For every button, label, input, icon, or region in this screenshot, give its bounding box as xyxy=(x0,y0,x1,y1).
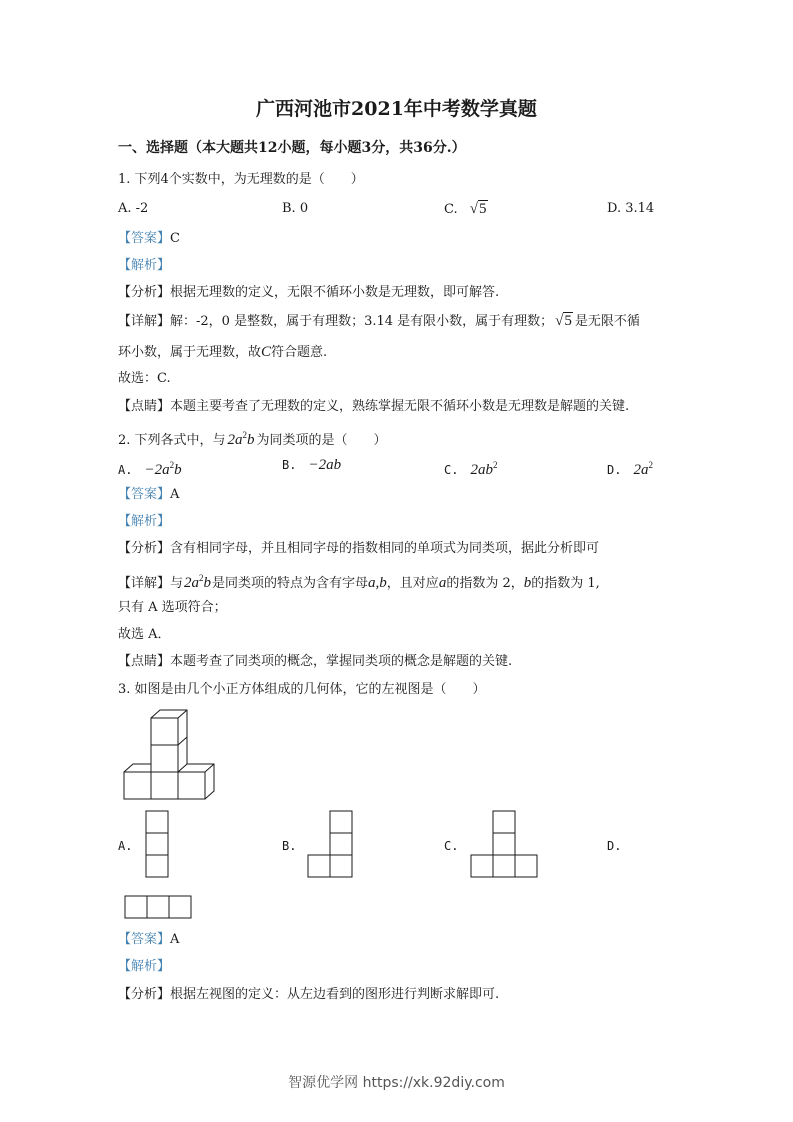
q2-dianjing-text: 本题考查了同类项的概念，掌握同类项的概念是解题的关键. xyxy=(170,654,513,669)
q2-choose: 故选 A． xyxy=(118,627,171,642)
q2-stem-text-b: 为同类项的是（ ） xyxy=(256,433,387,448)
q2-answer-value: A xyxy=(170,487,180,502)
q2-detail-expr: $2a^2b$ xyxy=(184,573,212,591)
q1-sqrt-expr: √5 xyxy=(469,201,487,217)
q3-fenxi-text: 根据左视图的定义：从左边看到的图形进行判断求解即可. xyxy=(170,987,500,1002)
q1-dianjing-text: 本题主要考查了无理数的定义，熟练掌握无限不循环小数是无理数是解题的关键. xyxy=(170,399,630,414)
q3-option-a-label: A. xyxy=(118,839,133,853)
q2-option-d-expr: $2a^2$ xyxy=(633,460,653,478)
q1-detail xyxy=(118,313,640,330)
page-title: 广西河池市2021年中考数学真题 xyxy=(256,98,537,120)
q2-fenxi-text: 含有相同字母，并且相同字母的指数相同的单项式为同类项，据此分析即可 xyxy=(170,541,600,556)
q2-option-a xyxy=(118,457,182,479)
q2-detail-text-d: 的指数为 2， xyxy=(446,576,524,591)
q2-option-c xyxy=(444,457,497,479)
q2-detail-var-a: a xyxy=(438,575,447,591)
q2-option-c-label: C. xyxy=(444,463,459,477)
dianjing-tag: 【点睛】 xyxy=(118,399,171,414)
section-heading: 一、选择题（本大题共12小题，每小题3分，共36分.） xyxy=(118,140,466,156)
q2-option-a-label: A. xyxy=(118,463,133,477)
q1-fenxi xyxy=(118,285,499,301)
answer-tag: 【答案】 xyxy=(118,231,171,246)
q2-detail-text-c: ，且对应 xyxy=(386,576,439,591)
q3-option-b-figure xyxy=(307,810,355,880)
q1-detail-line2 xyxy=(118,344,327,361)
q2-dianjing xyxy=(118,654,512,670)
fenxi-tag: 【分析】 xyxy=(118,285,171,300)
dianjing-tag: 【点睛】 xyxy=(118,654,171,669)
q1-detail-text-c1: 环小数，属于无理数，故 xyxy=(118,345,262,360)
q2-option-b-label: B. xyxy=(282,458,297,472)
q3-option-d-label: D. xyxy=(607,839,622,853)
q1-detail-sqrt: √5 xyxy=(555,313,572,329)
q3-option-b-label: B. xyxy=(282,839,297,853)
q1-option-c xyxy=(444,201,488,218)
q1-detail-var: C xyxy=(261,344,272,360)
q1-detail-text-a: 解：-2，0 是整数，属于有理数；3.14 是有限小数，属于有理数； xyxy=(170,314,554,329)
q2-detail-var-b: b xyxy=(523,575,532,591)
q3-cube-figure xyxy=(120,708,220,798)
q1-dianjing xyxy=(118,399,629,415)
q1-detail-sqrt-value: 5 xyxy=(564,313,572,329)
q1-answer xyxy=(118,231,180,247)
q1-detail-text-b: 是无限不循 xyxy=(574,314,640,329)
q3-stem: 3. 如图是由几个小正方体组成的几何体，它的左视图是（ ） xyxy=(118,682,486,697)
q3-option-a-figure xyxy=(145,810,169,880)
fenxi-tag: 【分析】 xyxy=(118,541,171,556)
q2-option-d-label: D. xyxy=(607,463,622,477)
q1-fenxi-text: 根据无理数的定义，无限不循环小数是无理数，即可解答. xyxy=(170,285,500,300)
q2-option-b-expr: −2ab xyxy=(308,457,342,473)
q1-answer-value: C xyxy=(170,231,180,246)
q3-fenxi xyxy=(118,987,499,1003)
q1-stem: 1. 下列4个实数中，为无理数的是（ ） xyxy=(118,172,364,187)
q1-detail-text-c2: 符合题意. xyxy=(271,345,328,360)
q3-answer-value: A xyxy=(170,932,180,947)
q2-analysis-tag: 【解析】 xyxy=(118,514,171,529)
q3-option-c-label: C. xyxy=(444,839,459,853)
answer-tag: 【答案】 xyxy=(118,487,171,502)
q2-detail-line2: 只有 A 选项符合； xyxy=(118,600,227,615)
q2-stem-text-a: 2. 下列各式中，与 xyxy=(118,433,226,448)
q2-detail-vars: a,b xyxy=(368,575,387,591)
q3-option-c-figure xyxy=(470,810,540,880)
q2-option-d xyxy=(607,457,653,479)
q2-option-a-expr: $-2a^2b$ xyxy=(144,460,182,478)
q1-option-d: D. 3.14 xyxy=(607,201,655,216)
q1-option-c-label: C. xyxy=(444,202,458,217)
q2-fenxi xyxy=(118,541,599,557)
q1-analysis-tag: 【解析】 xyxy=(118,258,171,273)
q1-option-a: A. -2 xyxy=(118,201,149,216)
detail-tag: 【详解】 xyxy=(118,314,171,329)
fenxi-tag: 【分析】 xyxy=(118,987,171,1002)
footer-watermark[interactable]: 智源优学网 https://xk.92diy.com xyxy=(288,1075,505,1091)
q2-stem xyxy=(118,427,387,449)
q2-detail-text-e: 的指数为 1, xyxy=(531,576,600,591)
q2-option-b xyxy=(282,457,341,474)
q2-detail-text-b: 是同类项的特点为含有字母 xyxy=(212,576,369,591)
q1-option-b: B. 0 xyxy=(282,201,309,216)
q2-detail-text-a: 与 xyxy=(170,576,184,591)
q2-option-c-expr: $2ab^2$ xyxy=(470,460,498,478)
q1-choose: 故选：C. xyxy=(118,371,171,386)
q3-analysis-tag: 【解析】 xyxy=(118,959,171,974)
q2-stem-expr: $2a^2b$ xyxy=(227,430,255,448)
detail-tag: 【详解】 xyxy=(118,576,171,591)
q2-detail xyxy=(118,570,600,592)
q3-answer xyxy=(118,932,179,948)
q2-answer xyxy=(118,487,179,503)
q3-option-d-figure xyxy=(124,895,194,919)
answer-tag: 【答案】 xyxy=(118,932,171,947)
q1-sqrt-value: 5 xyxy=(479,201,487,217)
